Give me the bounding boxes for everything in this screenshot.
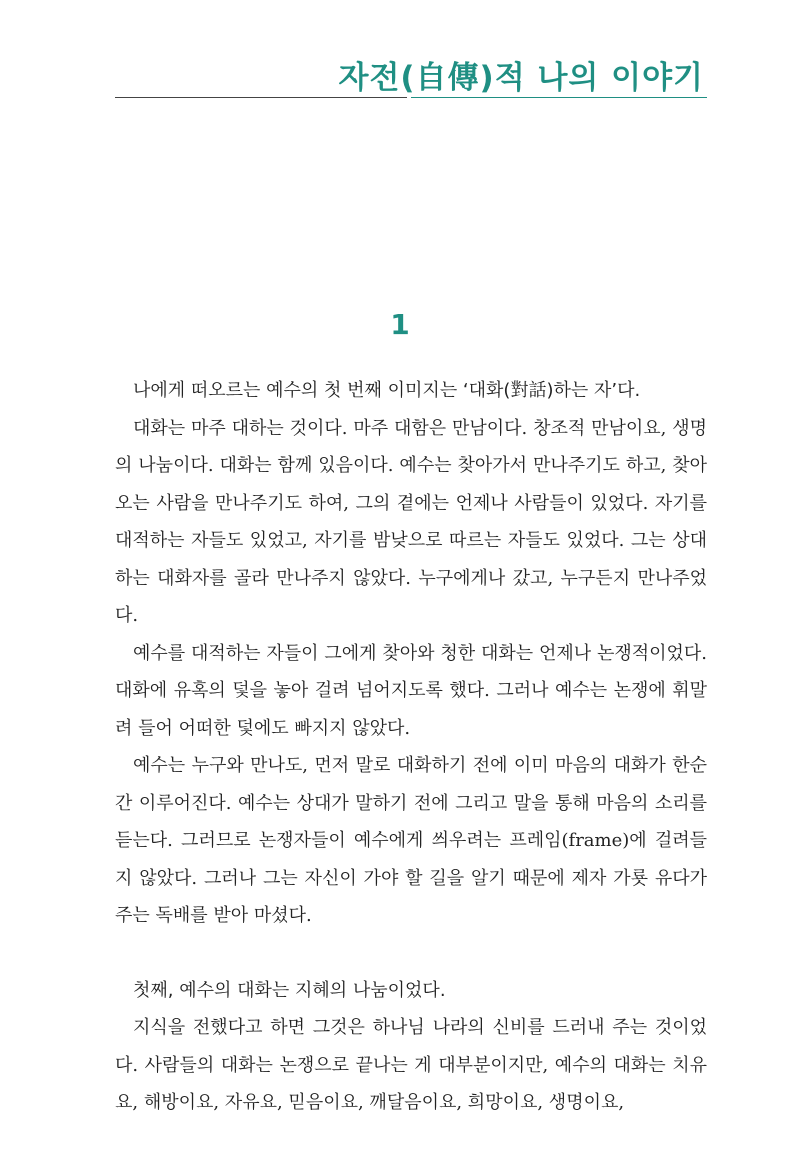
paragraph: 예수는 누구와 만나도, 먼저 말로 대화하기 전에 이미 마음의 대화가 한순간 이루어진다. 예수는 상대가 말하기 전에 그리고 말을 통해 마음의 소리를 듣는다. 그러므로 논쟁자들이 예수에게 씌우려는 프레임(frame)에 걸려들지 않았다. 그러나 그는 자신이 가야 할 길을 알기 때문에 제자 가룟 유다가 주는 독배를 받아 마셨다. <box>115 755 707 926</box>
section-gap <box>115 935 707 972</box>
chapter-number: 1 <box>390 308 410 341</box>
section-heading: 첫째, 예수의 대화는 지혜의 나눔이었다. <box>133 979 446 1001</box>
paragraph: 나에게 떠오르는 예수의 첫 번째 이미지는 ‘대화(對話)하는 자’다. <box>133 380 641 401</box>
paragraph: 지식을 전했다고 하면 그것은 하나님 나라의 신비를 드러내 주는 것이었다. 사람들의 대화는 논쟁으로 끝나는 게 대부분이지만, 예수의 대화는 치유요, 해방이요, 자유요, 믿음이요, 깨달음이요, 희망이요, 생명이요, <box>115 1017 707 1113</box>
paragraph: 대화는 마주 대하는 것이다. 마주 대함은 만남이다. 창조적 만남이요, 생명의 나눔이다. 대화는 함께 있음이다. 예수는 찾아가서 만나주기도 하고, 찾아오는 사람을 만나주기도 하여, 그의 곁에는 언제나 사람들이 있었다. 자기를 대적하는 자들도 있었고, 자기를 밤낮으로 따르는 자들도 있었다. 그는 상대하는 대화자를 골라 만나주지 않았다. 누구에게나 갔고, 누구든지 만나주었다. <box>115 417 707 626</box>
paragraph: 예수를 대적하는 자들이 그에게 찾아와 청한 대화는 언제나 논쟁적이었다. 대화에 유혹의 덫을 놓아 걸려 넘어지도록 했다. 그러나 예수는 논쟁에 휘말려 들어 어떠한 덫에도 빠지지 않았다. <box>115 642 707 739</box>
running-header-title: 자전(自傳)적 나의 이야기 <box>338 60 704 96</box>
body-text <box>115 372 707 1122</box>
header-rule-left <box>115 97 407 98</box>
header-rule-right <box>411 97 707 98</box>
